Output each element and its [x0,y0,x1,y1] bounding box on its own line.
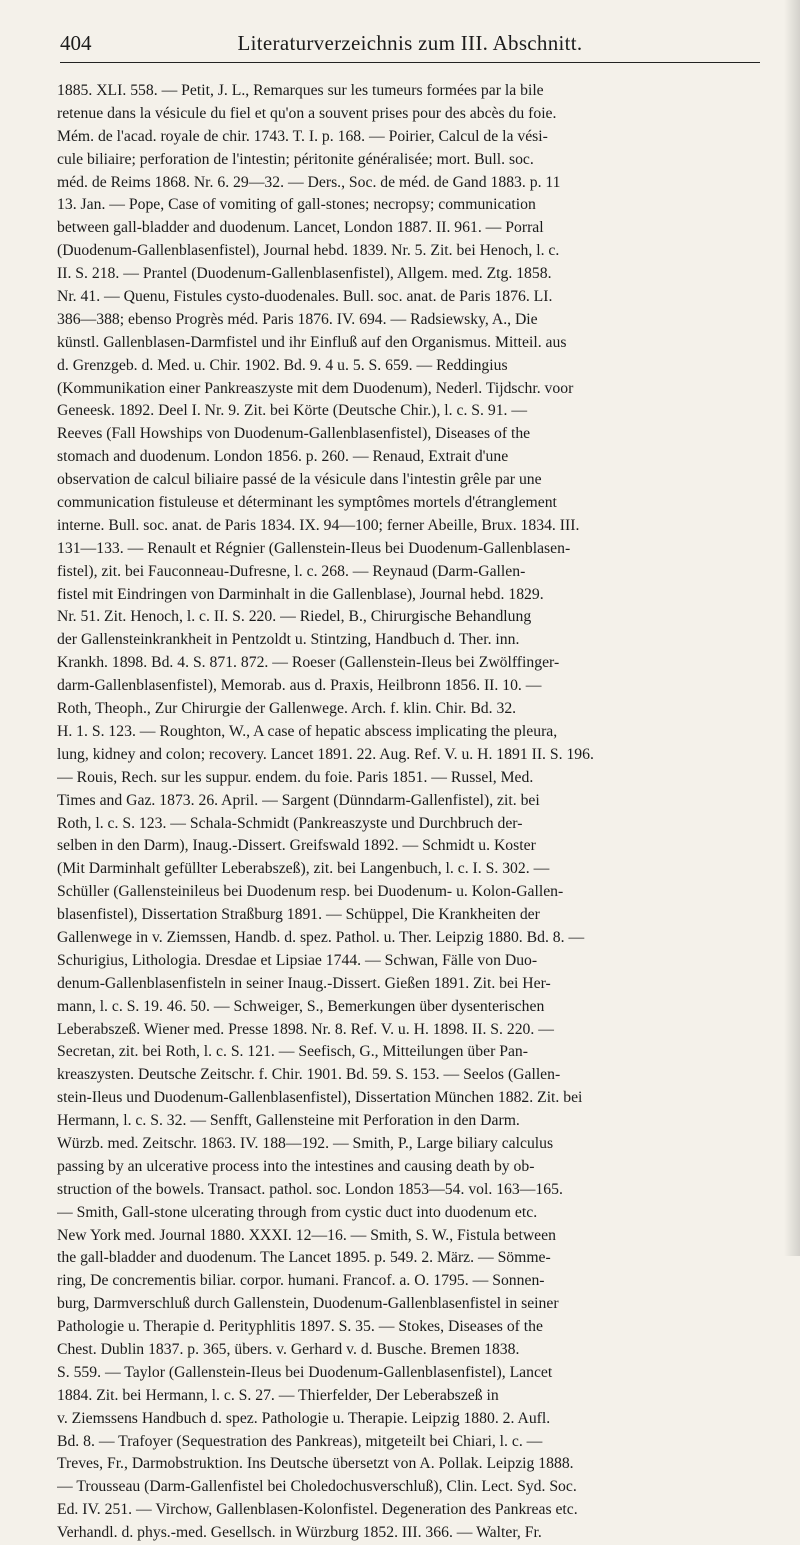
text-line: v. Ziemssens Handbuch d. spez. Pathologie u. Therapie. Leipzig 1880. 2. Aufl. [57,1409,551,1427]
text-line: Treves, Fr., Darmobstruktion. Ins Deutsche übersetzt von A. Pollak. Leipzig 1888. [57,1455,574,1473]
text-line: fistel), zit. bei Fauconneau-Dufresne, l. c. 268. — Reynaud (Darm-Gallen- [57,562,526,580]
text-line: H. 1. S. 123. — Roughton, W., A case of hepatic abscess implicating the pleura, [57,722,558,740]
text-line: cule biliaire; perforation de l'intestin; péritonite généralisée; mort. Bull. soc. [57,150,534,168]
text-line: ring, De concrementis biliar. corpor. humani. Francof. a. O. 1795. — Sonnen- [57,1272,545,1290]
text-line: New York med. Journal 1880. XXXI. 12—16. — Smith, S. W., Fistula between [57,1226,556,1244]
text-line: Secretan, zit. bei Roth, l. c. S. 121. — Seefisch, G., Mitteilungen über Pan- [57,1043,528,1061]
page-edge-shadow [784,0,800,1256]
text-line: méd. de Reims 1868. Nr. 6. 29—32. — Ders., Soc. de méd. de Gand 1883. p. 11 [57,173,561,191]
text-line: (Mit Darminhalt gefüllter Leberabszeß), zit. bei Langenbuch, l. c. I. S. 302. — [57,860,550,878]
text-line: observation de calcul biliaire passé de la vésicule dans l'intestin grêle par une [57,471,542,489]
text-line: 13. Jan. — Pope, Case of vomiting of gall-stones; necropsy; communication [57,196,536,214]
text-line: Ed. IV. 251. — Virchow, Gallenblasen-Kolonfistel. Degeneration des Pankreas etc. [57,1501,578,1519]
text-line: Mém. de l'acad. royale de chir. 1743. T. I. p. 168. — Poirier, Calcul de la vési- [57,127,548,145]
text-line: kreaszysten. Deutsche Zeitschr. f. Chir. 1901. Bd. 59. S. 153. — Seelos (Gallen- [57,1066,561,1084]
text-line: 131—133. — Renault et Régnier (Gallenstein-Ileus bei Duodenum-Gallenblasen- [57,539,571,557]
text-line: 1884. Zit. bei Hermann, l. c. S. 27. — Thierfelder, Der Leberabszeß in [57,1386,499,1404]
text-line: burg, Darmverschluß durch Gallenstein, Duodenum-Gallenblasenfistel in seiner [57,1295,559,1313]
text-line: — Smith, Gall-stone ulcerating through from cystic duct into duodenum etc. [57,1203,538,1221]
text-line: Pathologie u. Therapie d. Perityphlitis 1897. S. 35. — Stokes, Diseases of the [57,1318,543,1336]
page-number: 404 [60,31,92,55]
text-line: Times and Gaz. 1873. 26. April. — Sargent (Dünndarm-Gallenfistel), zit. bei [57,791,540,809]
text-line: Bd. 8. — Trafoyer (Sequestration des Pankreas), mitgeteilt bei Chiari, l. c. — [57,1432,543,1450]
text-line: selben in den Darm), Inaug.-Dissert. Greifswald 1892. — Schmidt u. Koster [57,837,536,855]
text-line: Leberabszeß. Wiener med. Presse 1898. Nr. 8. Ref. V. u. H. 1898. II. S. 220. — [57,1020,554,1038]
text-line: Hermann, l. c. S. 32. — Senfft, Gallensteine mit Perforation in den Darm. [57,1112,520,1130]
text-line: — Rouis, Rech. sur les suppur. endem. du foie. Paris 1851. — Russel, Med. [57,768,534,786]
text-line: Roth, l. c. S. 123. — Schala-Schmidt (Pankreaszyste und Durchbruch der- [57,814,523,832]
text-line: mann, l. c. S. 19. 46. 50. — Schweiger, S., Bemerkungen über dysenterischen [57,997,545,1015]
text-line: the gall-bladder and duodenum. The Lancet 1895. p. 549. 2. März. — Sömme- [57,1249,551,1267]
text-line: S. 559. — Taylor (Gallenstein-Ileus bei Duodenum-Gallenblasenfistel), Lancet [57,1363,553,1381]
text-line: stomach and duodenum. London 1856. p. 260. — Renaud, Extrait d'une [57,448,509,466]
text-line: communication fistuleuse et déterminant les symptômes mortels d'étranglement [57,494,557,512]
text-line: fistel mit Eindringen von Darminhalt in die Gallenblase), Journal hebd. 1829. [57,585,544,603]
text-line: Reeves (Fall Howships von Duodenum-Gallenblasenfistel), Diseases of the [57,425,531,443]
text-line: darm-Gallenblasenfistel), Memorab. aus d. Praxis, Heilbronn 1856. II. 10. — [57,677,542,695]
text-line: 386—388; ebenso Progrès méd. Paris 1876. IV. 694. — Radsiewsky, A., Die [57,310,538,328]
text-line: Schüller (Gallensteinileus bei Duodenum resp. bei Duodenum- u. Kolon-Gallen- [57,883,564,901]
text-line: Geneesk. 1892. Deel I. Nr. 9. Zit. bei Körte (Deutsche Chir.), l. c. S. 91. — [57,402,528,420]
text-line: Nr. 51. Zit. Henoch, l. c. II. S. 220. — Riedel, B., Chirurgische Behandlung [57,608,532,626]
text-line: Verhandl. d. phys.-med. Gesellsch. in Würzburg 1852. III. 366. — Walter, Fr. [57,1524,542,1542]
text-line: passing by an ulcerative process into the intestines and causing death by ob- [57,1157,535,1175]
text-line: Roth, Theoph., Zur Chirurgie der Gallenwege. Arch. f. klin. Chir. Bd. 32. [57,700,517,718]
text-line: künstl. Gallenblasen-Darmfistel und ihr Einfluß auf den Organismus. Mitteil. aus [57,333,567,351]
text-line: interne. Bull. soc. anat. de Paris 1834. IX. 94—100; ferner Abeille, Brux. 1834. III. [57,516,580,534]
text-line: denum-Gallenblasenfisteln in seiner Inaug.-Dissert. Gießen 1891. Zit. bei Her- [57,974,551,992]
text-line: 1885. XLI. 558. — Petit, J. L., Remarques sur les tumeurs formées par la bile [57,82,544,99]
page-header [60,32,760,63]
text-line: Schurigius, Lithologia. Dresdae et Lipsiae 1744. — Schwan, Fälle von Duo- [57,951,538,969]
text-line: blasenfistel), Dissertation Straßburg 1891. — Schüppel, Die Krankheiten der [57,906,540,924]
text-line: Nr. 41. — Quenu, Fistules cysto-duodenales. Bull. soc. anat. de Paris 1876. LI. [57,288,553,306]
bibliography-text [57,80,775,1545]
text-line: lung, kidney and colon; recovery. Lancet 1891. 22. Aug. Ref. V. u. H. 1891 II. S. 196. [57,745,594,763]
text-line: Krankh. 1898. Bd. 4. S. 871. 872. — Roeser (Gallenstein-Ileus bei Zwölffinger- [57,654,560,672]
text-line: Gallenwege in v. Ziemssen, Handb. d. spez. Pathol. u. Ther. Leipzig 1880. Bd. 8. — [57,928,585,946]
text-line: d. Grenzgeb. d. Med. u. Chir. 1902. Bd. 9. 4 u. 5. S. 659. — Reddingius [57,356,508,374]
text-line: between gall-bladder and duodenum. Lancet, London 1887. II. 961. — Porral [57,219,544,237]
text-line: II. S. 218. — Prantel (Duodenum-Gallenblasenfistel), Allgem. med. Ztg. 1858. [57,265,552,283]
text-line: Chest. Dublin 1837. p. 365, übers. v. Gerhard v. d. Busche. Bremen 1838. [57,1340,520,1358]
text-line: (Duodenum-Gallenblasenfistel), Journal hebd. 1839. Nr. 5. Zit. bei Henoch, l. c. [57,242,560,260]
text-line: — Trousseau (Darm-Gallenfistel bei Choledochusverschluß), Clin. Lect. Syd. Soc. [57,1478,577,1496]
running-title: Literaturverzeichnis zum III. Abschnitt. [237,31,583,55]
text-line: struction of the bowels. Transact. pathol. soc. London 1853—54. vol. 163—165. [57,1180,563,1198]
text-line: retenue dans la vésicule du fiel et qu'on a souvent prises pour des abcès du foie. [57,104,557,122]
text-line: stein-Ileus und Duodenum-Gallenblasenfistel), Dissertation München 1882. Zit. bei [57,1089,583,1107]
text-line: Würzb. med. Zeitschr. 1863. IV. 188—192. — Smith, P., Large biliary calculus [57,1134,554,1152]
text-line: (Kommunikation einer Pankreaszyste mit dem Duodenum), Nederl. Tijdschr. voor [57,379,574,397]
text-line: der Gallensteinkrankheit in Pentzoldt u. Stintzing, Handbuch d. Ther. inn. [57,631,520,649]
